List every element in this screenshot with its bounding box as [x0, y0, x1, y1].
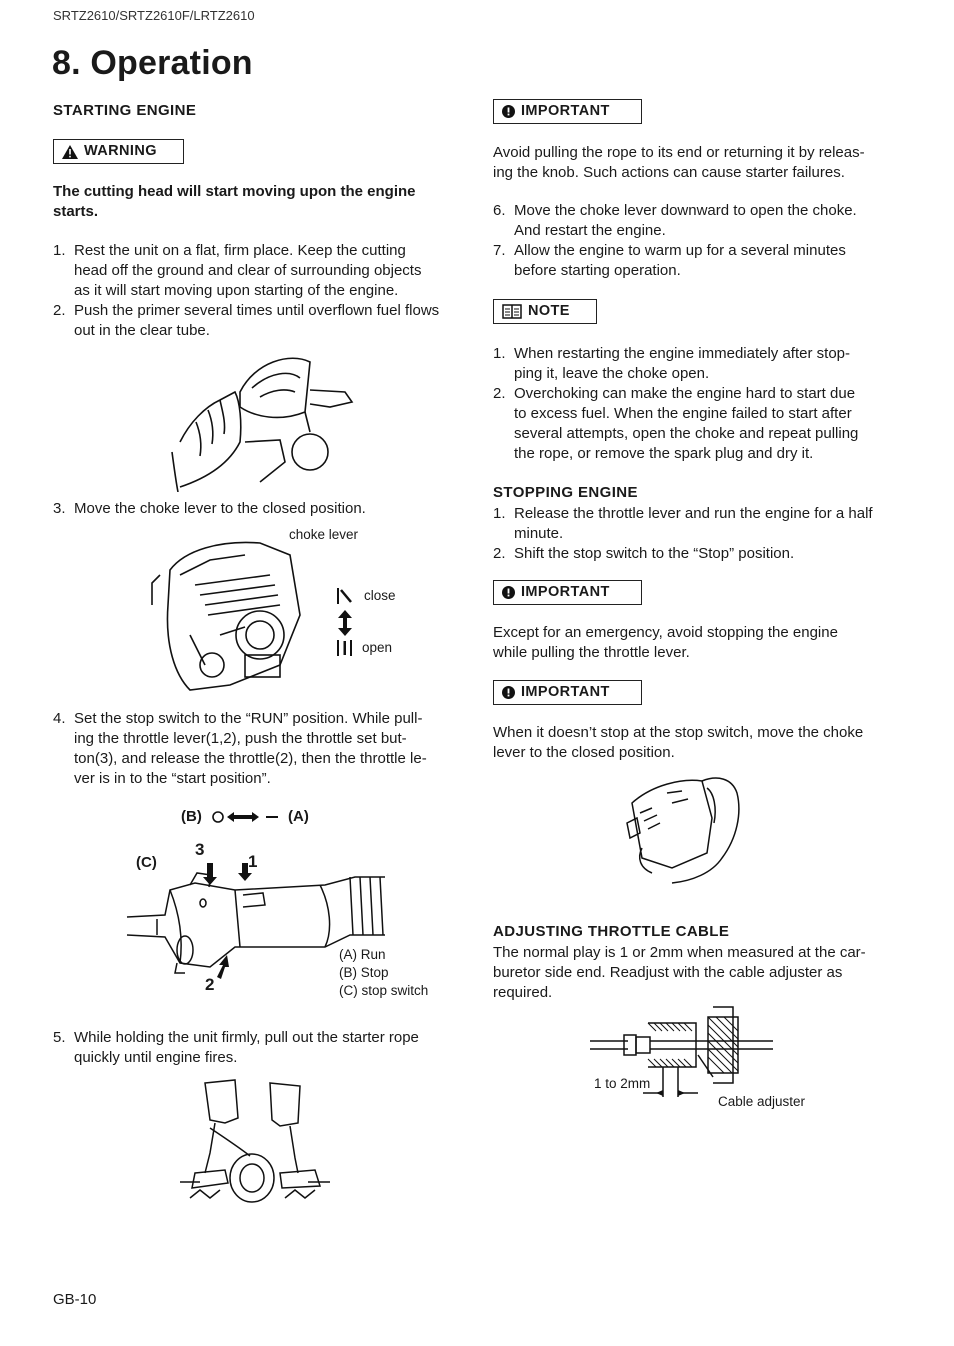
label-a: (A)	[288, 808, 309, 825]
gap-label: 1 to 2mm	[594, 1076, 651, 1091]
choke-updown-arrow-icon	[338, 610, 352, 636]
warning-triangle-icon	[62, 145, 78, 159]
steps-6-7	[493, 201, 908, 281]
important-icon	[502, 586, 515, 599]
important-label-2: IMPORTANT	[521, 584, 610, 600]
book-icon	[502, 304, 522, 319]
step-6: 6. Move the choke lever downward to open the choke. And restart the engine.	[493, 202, 857, 239]
primer-illustration	[160, 352, 365, 492]
legend-a: (A) Run	[339, 947, 386, 962]
note-list	[493, 344, 908, 464]
important-icon	[502, 105, 515, 118]
section-title-stopping-engine: STOPPING ENGINE	[493, 484, 638, 501]
label-c: (C)	[136, 854, 157, 871]
stop-list	[493, 504, 908, 564]
step-4-list	[53, 709, 463, 789]
choke-close-label: close	[364, 588, 396, 603]
important-label-1: IMPORTANT	[521, 103, 610, 119]
warning-label: WARNING	[84, 143, 157, 159]
step-7: 7. Allow the engine to warm up for a several minutes before starting operation.	[493, 242, 846, 279]
section-title-adjusting-throttle-cable: ADJUSTING THROTTLE CABLE	[493, 923, 730, 940]
choke-lever-label: choke lever	[289, 527, 359, 542]
note-box	[493, 299, 597, 324]
label-2: 2	[205, 975, 215, 994]
important-text-2: Except for an emergency, avoid stopping the engine while pulling the throttle lever.	[493, 624, 838, 661]
choke-illustration	[150, 525, 310, 700]
model-header: SRTZ2610/SRTZ2610F/LRTZ2610	[53, 8, 255, 23]
important-box-3	[493, 680, 642, 705]
important-box-2	[493, 580, 642, 605]
important-box-1	[493, 99, 642, 124]
stop-step-2: 2. Shift the stop switch to the “Stop” position.	[493, 545, 795, 562]
section-title-starting-engine: STARTING ENGINE	[53, 102, 197, 119]
step-3: 3. Move the choke lever to the closed position.	[53, 500, 366, 517]
cable-adjuster-label: Cable adjuster	[718, 1094, 806, 1109]
stop-step-1: 1. Release the throttle lever and run the engine for a half minute.	[493, 505, 873, 542]
legend-c: (C) stop switch	[339, 983, 429, 998]
cable-text: The normal play is 1 or 2mm when measured at the car- buretor side end. Readjust with the cable adjuster as required.	[493, 944, 866, 1001]
note-1: 1. When restarting the engine immediately after stop- ping it, leave the choke open.	[493, 345, 850, 382]
label-1: 1	[248, 852, 258, 871]
note-label: NOTE	[528, 303, 570, 319]
important-text-1: Avoid pulling the rope to its end or returning it by releas- ing the knob. Such actions can cause starter failures.	[493, 144, 865, 181]
page-title: 8. Operation	[52, 44, 253, 82]
legend-b: (B) Stop	[339, 965, 389, 980]
step-5: 5. While holding the unit firmly, pull out the starter rope quickly until engine fires.	[53, 1029, 419, 1066]
warning-box	[53, 139, 184, 164]
important-text-3: When it doesn’t stop at the stop switch, move the choke lever to the closed position.	[493, 724, 864, 761]
important-label-3: IMPORTANT	[521, 684, 610, 700]
choke-open-label: open	[362, 640, 393, 655]
step-5-list	[53, 1028, 463, 1068]
choke-open-icon	[336, 639, 354, 657]
warning-text: The cutting head will start moving upon the engine starts.	[53, 183, 416, 220]
note-2: 2. Overchoking can make the engine hard to start due to excess fuel. When the engine failed to start after several attempts, open the choke and repeat pulling the rope, or remove the spark plug and dry it.	[493, 385, 859, 462]
run-stop-arrow-icon	[210, 809, 280, 825]
step-4: 4. Set the stop switch to the “RUN” position. While pull- ing the throttle lever(1,2), push the throttle set but- ton(3), and release the throttle(2), then the throttle le- ver is in to the “start position”.	[53, 710, 427, 787]
throttle-legend	[339, 946, 428, 1000]
important-icon	[502, 686, 515, 699]
label-3: 3	[195, 840, 205, 859]
step-1: 1. Rest the unit on a flat, firm place. Keep the cutting head off the ground and clear of surrounding objects as it will start moving upon starting of the engine.	[53, 242, 422, 299]
steps-1-2	[53, 241, 463, 341]
step-3-list	[53, 499, 463, 519]
step-2: 2. Push the primer several times until overflown fuel flows out in the clear tube.	[53, 302, 440, 339]
choke-hand-illustration	[622, 773, 747, 888]
page-number: GB-10	[53, 1291, 97, 1308]
choke-close-icon	[336, 587, 354, 605]
starter-rope-illustration	[180, 1078, 330, 1208]
label-b: (B)	[181, 808, 202, 825]
